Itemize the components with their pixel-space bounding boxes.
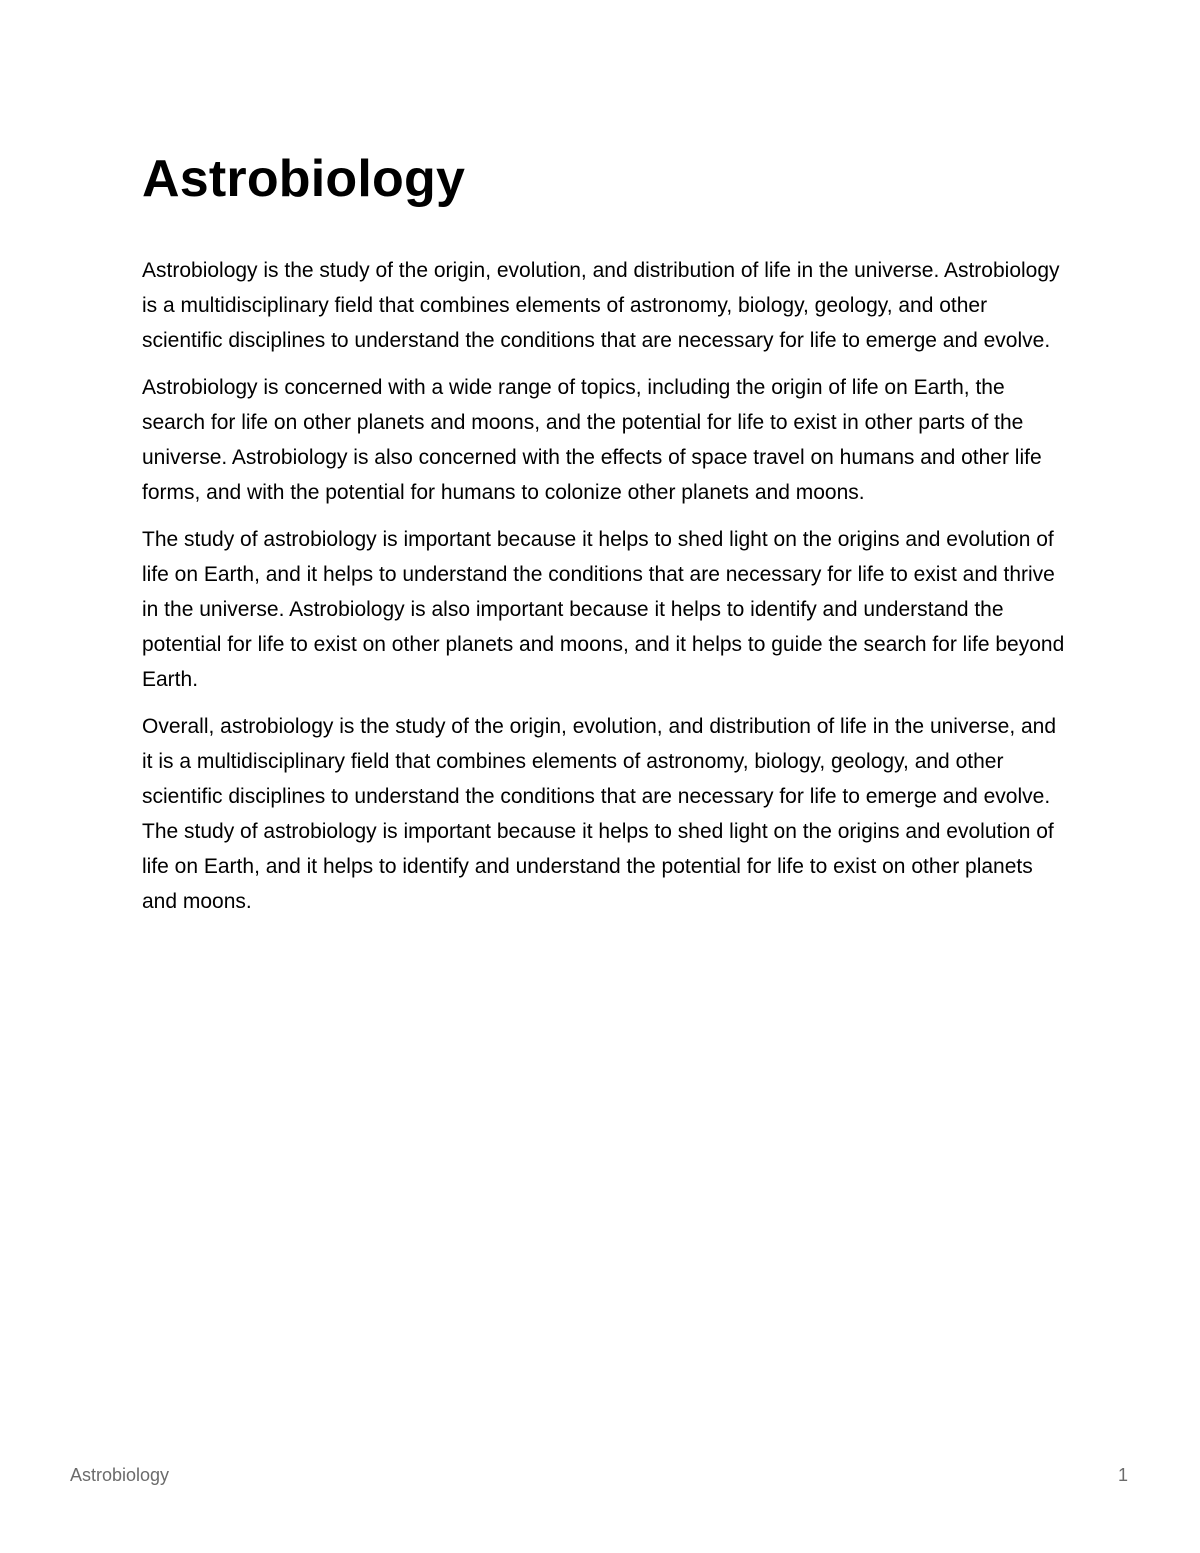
body-paragraph-3: The study of astrobiology is important because it helps to shed light on the origins and evolution of life on Earth, and it helps to understand the conditions that are necessary for life to exist and thrive in the universe. Astrobiology is also important because it helps to identify and understand the potential for life to exist on other planets and moons, and it helps to guide the search for life beyond Earth. xyxy=(142,528,1065,691)
body-paragraph-2: Astrobiology is concerned with a wide range of topics, including the origin of life on Earth, the search for life on other planets and moons, and the potential for life to exist in other parts of the universe. Astrobiology is also concerned with the effects of space travel on humans and other life forms, and with the potential for humans to colonize other planets and moons. xyxy=(142,376,1042,504)
body-paragraph-4: Overall, astrobiology is the study of the origin, evolution, and distribution of life in the universe, and it is a multidisciplinary field that combines elements of astronomy, biology, geology, and other scientific disciplines to understand the conditions that are necessary for life to emerge and evolve. The study of astrobiology is important because it helps to shed light on the origins and evolution of life on Earth, and it helps to identify and understand the potential for life to exist on other planets and moons. xyxy=(142,715,1057,913)
page-footer xyxy=(70,1465,1130,1491)
page-title: Astrobiology xyxy=(142,150,466,208)
footer-title: Astrobiology xyxy=(70,1465,170,1485)
document-body xyxy=(142,145,1067,931)
body-paragraph-1: Astrobiology is the study of the origin, evolution, and distribution of life in the universe. Astrobiology is a multidisciplinary field that combines elements of astronomy, biology, geology, and other scientific disciplines to understand the conditions that are necessary for life to emerge and evolve. xyxy=(142,259,1060,352)
page-number: 1 xyxy=(1117,1465,1128,1485)
